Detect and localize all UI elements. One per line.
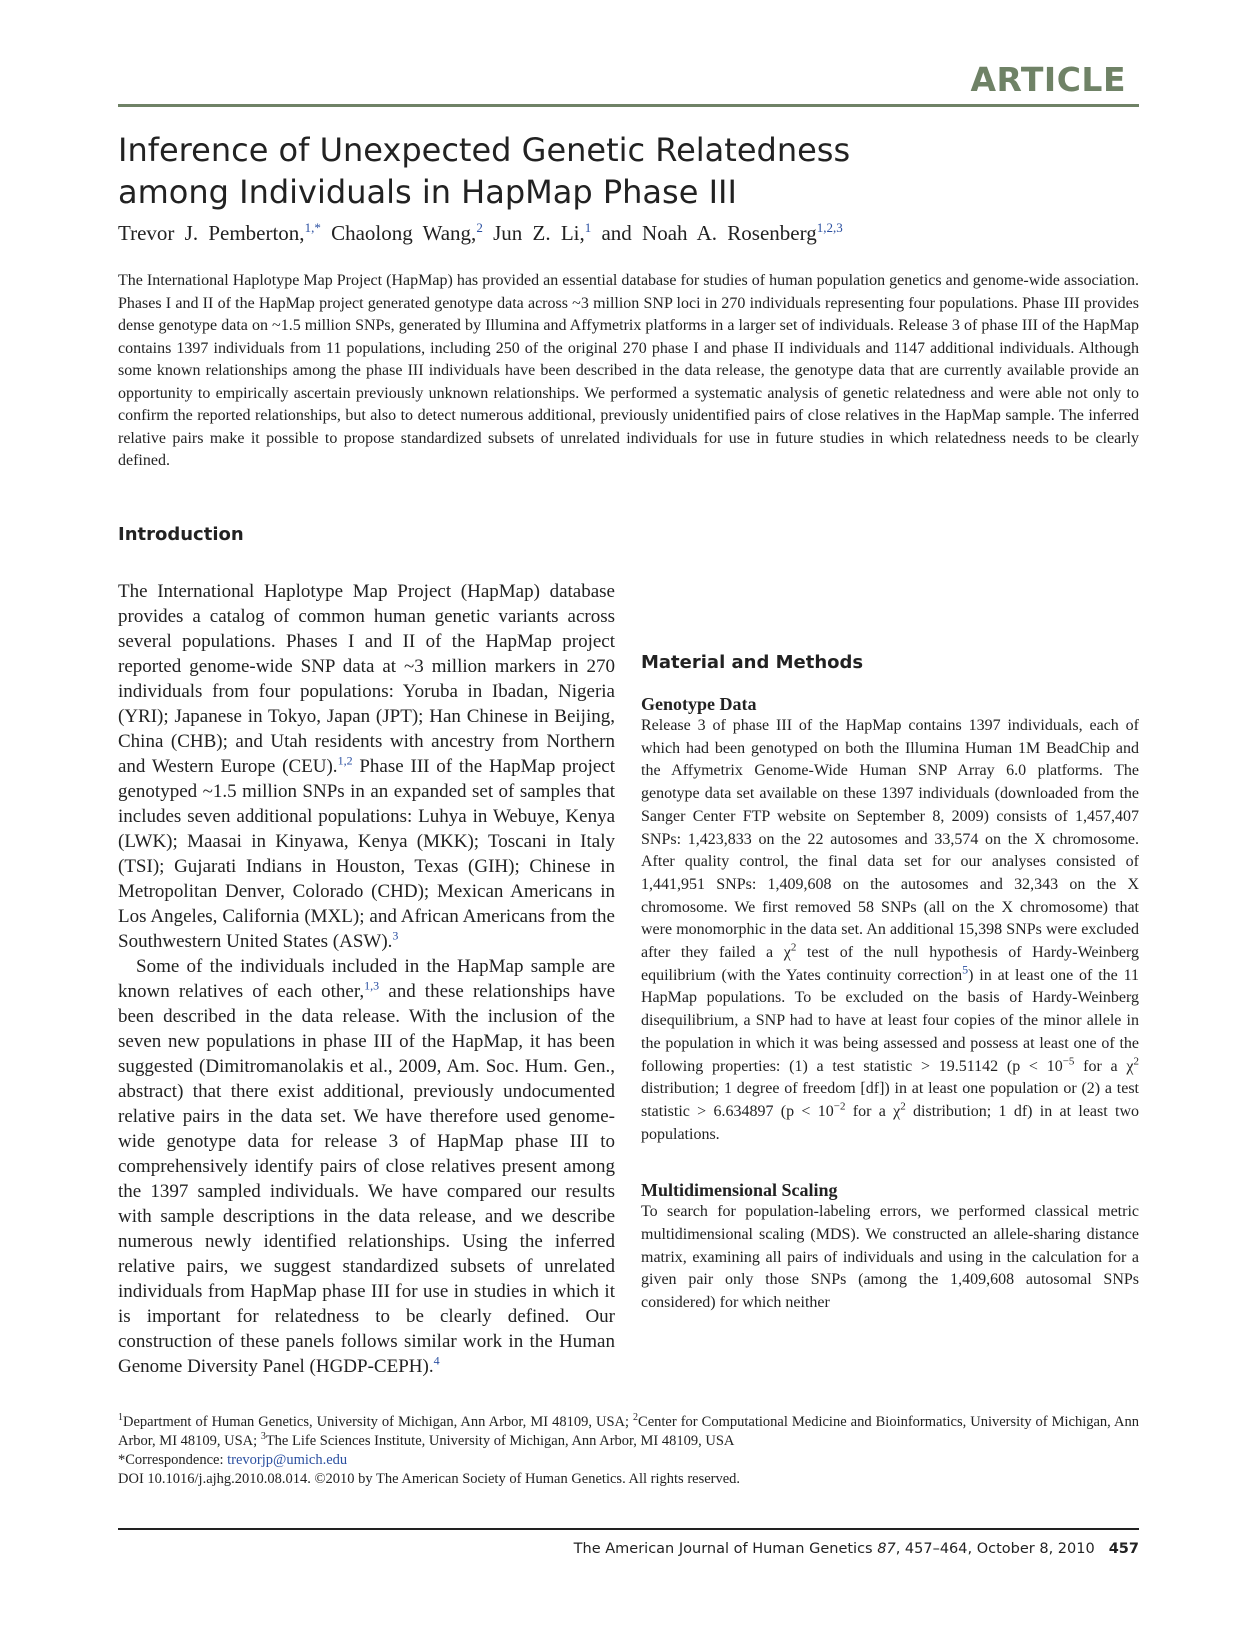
title-line-1: Inference of Unexpected Genetic Relatedness bbox=[118, 131, 851, 169]
mds-heading: Multidimensional Scaling bbox=[641, 1180, 838, 1201]
journal-volume: 87 bbox=[877, 1541, 896, 1557]
page-number: 457 bbox=[1108, 1541, 1139, 1557]
affiliation-marker: 1 bbox=[118, 1412, 123, 1424]
affiliation-marker: 3 bbox=[260, 1431, 266, 1443]
article-title bbox=[118, 129, 878, 213]
left-column bbox=[118, 524, 615, 1379]
methods-text: for a χ bbox=[845, 1102, 901, 1120]
superscript: 2 bbox=[790, 941, 797, 954]
intro-text: The International Haplotype Map Project (HapMap) database provides a catalog of common human genetic variants across several populations. Phases I and II of the HapMap project reported genome-wide SNP data at ~3 million markers in 270 individuals from four populations: Yoruba in Ibadan, Nigeria (YRI); Japanese in Tokyo, Japan (JPT); Han Chinese in Beijing, China (CHB); and Utah residents with ancestry from Northern and Western Europe (CEU). bbox=[118, 581, 615, 777]
methods-text: ) in at least one of the 11 HapMap populations. To be excluded on the basis of Hardy-Weinberg disequilibrium, a SNP had to have at least four copies of the minor allele in the population in which it was being assessed and possess at least one of the following properties: (1) a test statistic > 19.51142 (p < 10 bbox=[641, 966, 1139, 1075]
header-rule bbox=[118, 104, 1139, 107]
affiliations bbox=[118, 1413, 1139, 1451]
author-affiliation-link[interactable]: 1 bbox=[584, 220, 592, 235]
author-name: Jun Z. Li, bbox=[493, 221, 585, 245]
intro-text: Some of the individuals included in the HapMap sample are known relatives of each other, bbox=[118, 956, 615, 1002]
superscript: 2 bbox=[1133, 1055, 1140, 1068]
journal-citation: , 457–464, October 8, 2010 bbox=[895, 1541, 1095, 1557]
affiliation-text: Department of Human Genetics, University of Michigan, Ann Arbor, MI 48109, USA; bbox=[123, 1414, 634, 1430]
right-column bbox=[641, 524, 1139, 1315]
abstract: The International Haplotype Map Project (HapMap) has provided an essential database for studies of human population genetics and genome-wide association. Phases I and II of the HapMap project generated genotype data across ~3 million SNP loci in 270 individuals representing four populations. Phase III provides dense genotype data on ~1.5 million SNPs, generated by Illumina and Affymetrix platforms in a larger set of individuals. Release 3 of phase III of the HapMap contains 1397 individuals from 11 populations, including 250 of the original 270 phase I and phase II individuals and 1147 additional individuals. Although some known relationships among the phase III individuals have been described in the data release, the genotype data that are currently available provide an opportunity to empirically ascertain previously unknown relationships. We performed a systematic analysis of genetic relatedness and were able not only to confirm the reported relationships, but also to detect numerous additional, previously unidentified pairs of close relatives in the HapMap sample. The inferred relative pairs make it possible to propose standardized subsets of unrelated individuals for use in future studies in which relatedness needs to be clearly defined. bbox=[118, 272, 1139, 469]
author-affiliation-link[interactable]: 1,2,3 bbox=[816, 220, 843, 235]
affiliation-text: The Life Sciences Institute, University of Michigan, Ann Arbor, MI 48109, USA bbox=[265, 1433, 735, 1449]
footnotes bbox=[118, 1413, 1139, 1489]
author-name: and Noah A. Rosenberg bbox=[601, 221, 817, 245]
intro-text: Phase III of the HapMap project genotyped ~1.5 million SNPs in an expanded set of samples that includes seven additional populations: Luhya in Webuye, Kenya (LWK); Maasai in Kinyawa, Kenya (MKK); Toscani in Italy (TSI); Gujarati Indians in Houston, Texas (GIH); Chinese in Metropolitan Denver, Colorado (CHD); Mexican Americans in Los Angeles, California (MXL); and African Americans from the Southwestern United States (ASW). bbox=[118, 756, 615, 952]
doi-line: DOI 10.1016/j.ajhg.2010.08.014. ©2010 by The American Society of Human Genetics. All rights reserved. bbox=[118, 1471, 741, 1487]
genotype-data-paragraph bbox=[641, 715, 1139, 1146]
affiliation-text: Center for Computational Medicine and Bioinformatics, University of Michigan, Ann Arbor, MI 48109, USA; bbox=[118, 1414, 1139, 1449]
author-name: Chaolong Wang, bbox=[331, 221, 477, 245]
methods-text: test of the null hypothesis of Hardy-Weinberg equilibrium (with the Yates continuity correction bbox=[641, 944, 1140, 984]
citation-link[interactable]: 3 bbox=[392, 928, 399, 943]
methods-text: distribution; 1 df) in at least two populations. bbox=[641, 1102, 1139, 1143]
article-label: ARTICLE bbox=[970, 60, 1126, 99]
methods-text: distribution; 1 degree of freedom [df]) in at least one population or (2) a test statistic > 6.634897 (p < 10 bbox=[641, 1080, 1139, 1120]
page-footer bbox=[574, 1541, 1139, 1557]
author-name: Trevor J. Pemberton, bbox=[118, 221, 305, 245]
genotype-data-heading: Genotype Data bbox=[641, 694, 757, 714]
author-affiliation-link[interactable]: 1,* bbox=[304, 220, 321, 235]
citation-link[interactable]: 1,3 bbox=[364, 978, 380, 993]
mds-paragraph: To search for population-labeling errors, we performed classical metric multidimensional scaling (MDS). We constructed an allele-sharing distance matrix, examining all pairs of individuals and using in the calculation for a given pair only those SNPs (among the 1,409,608 autosomal SNPs considered) for which neither bbox=[641, 1203, 1139, 1312]
superscript: −2 bbox=[833, 1100, 846, 1113]
citation-link[interactable]: 4 bbox=[433, 1353, 440, 1368]
intro-paragraph-2 bbox=[118, 954, 615, 1379]
intro-text: and these relationships have been described in the data release. With the inclusion of the seven new populations in phase III of the HapMap, it has been suggested (Dimitromanolakis et al., 2009, Am. Soc. Hum. Gen., abstract) that there exist additional, previously undocumented relative pairs in the data set. We have therefore used genome-wide genotype data for release 3 of HapMap phase III to comprehensively identify pairs of close relatives present among the 1397 sampled individuals. We have compared our results with sample descriptions in the data release, and we describe numerous newly identified relationships. Using the inferred relative pairs, we suggest standardized subsets of unrelated individuals from HapMap phase III for use in studies in which it is important for relatedness to be clearly defined. Our construction of these panels follows similar work in the Human Genome Diversity Panel (HGDP-CEPH). bbox=[118, 981, 616, 1377]
citation-link[interactable]: 1,2 bbox=[337, 753, 353, 768]
affiliation-marker: 2 bbox=[633, 1412, 639, 1424]
correspondence-label: *Correspondence: bbox=[118, 1452, 228, 1468]
intro-paragraph-1 bbox=[118, 579, 615, 954]
introduction-heading: Introduction bbox=[118, 524, 244, 545]
superscript: 2 bbox=[900, 1100, 906, 1113]
correspondence bbox=[118, 1451, 1139, 1470]
footer-rule bbox=[118, 1528, 1139, 1530]
author-affiliation-link[interactable]: 2 bbox=[476, 220, 483, 235]
title-line-2: among Individuals in HapMap Phase III bbox=[118, 173, 737, 211]
methods-text: Release 3 of phase III of the HapMap contains 1397 individuals, each of which had been genotyped on both the Illumina Human 1M BeadChip and the Affymetrix Genome-Wide Human SNP Array 6.0 platforms. The genotype data set available on these 1397 individuals (downloaded from the Sanger Center FTP website on September 8, 2009) consists of 1,457,407 SNPs: 1,423,833 on the 22 autosomes and 33,574 on the X chromosome. After quality control, the final data set for our analyses consisted of 1,441,951 SNPs: 1,409,608 on the autosomes and 32,343 on the X chromosome. We first removed 58 SNPs (all on the X chromosome) that were monomorphic in the data set. An additional 15,398 SNPs were excluded after they failed a χ bbox=[641, 717, 1139, 962]
correspondence-email-link[interactable]: trevorjp@umich.edu bbox=[227, 1452, 348, 1468]
methods-text: for a χ bbox=[1074, 1057, 1134, 1075]
citation-link[interactable]: 5 bbox=[962, 962, 969, 977]
author-list bbox=[118, 220, 1139, 246]
methods-heading: Material and Methods bbox=[641, 652, 864, 673]
superscript: −5 bbox=[1062, 1055, 1075, 1068]
journal-name: The American Journal of Human Genetics bbox=[573, 1541, 878, 1557]
